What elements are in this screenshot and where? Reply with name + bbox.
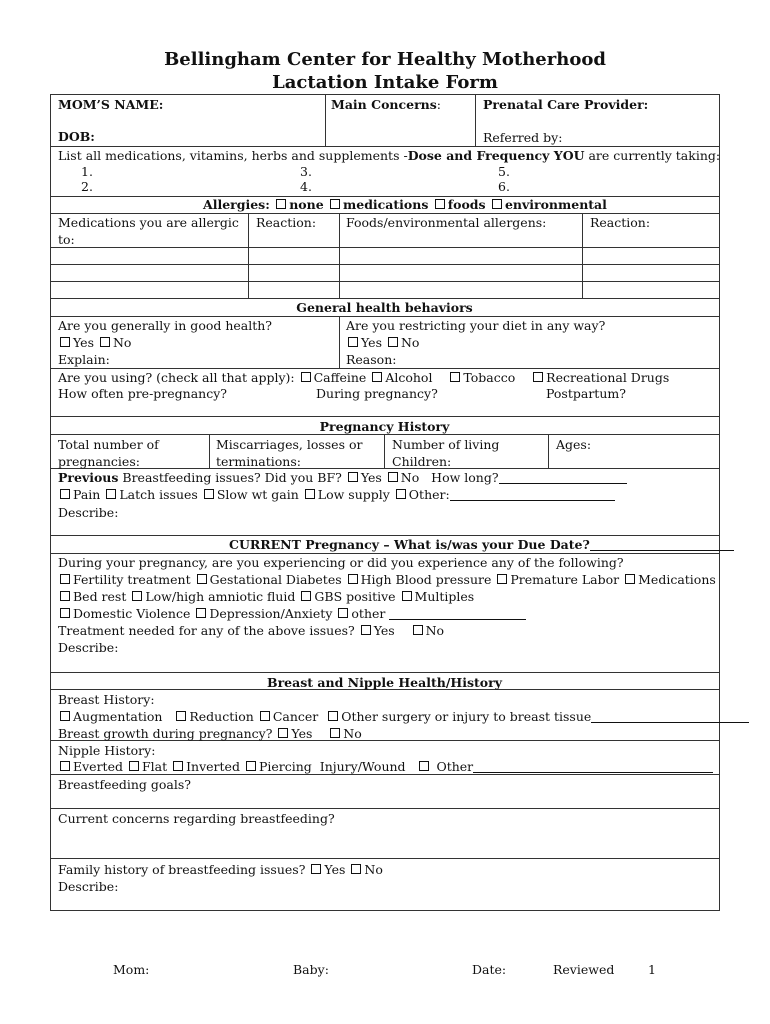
checkbox-recreational-drugs[interactable]: [533, 372, 543, 382]
med-line-2: 2.: [81, 179, 93, 194]
divider: [50, 468, 719, 469]
checkbox-depression[interactable]: [196, 608, 206, 618]
family-describe-label: Describe:: [58, 879, 119, 894]
depression-label: Depression/Anxiety: [209, 606, 333, 621]
divider: [548, 434, 549, 468]
page-number: 1: [648, 962, 656, 977]
checkbox-slow-gain[interactable]: [204, 489, 214, 499]
breast-tissue-label: breast tissue: [509, 709, 592, 724]
checkbox-gestational[interactable]: [197, 574, 207, 584]
checkbox-flat[interactable]: [129, 761, 139, 771]
restricting-diet-question: Are you restricting your diet in any way?: [346, 318, 606, 333]
divider: [475, 95, 476, 146]
living-children-2: Children:: [392, 454, 452, 469]
family-history-question: Family history of breastfeeding issues?: [58, 862, 306, 877]
restricting-yes-label: Yes: [361, 335, 382, 350]
pregnancy-describe-label: Describe:: [58, 505, 119, 520]
form-title: Bellingham Center for Healthy Motherhood: [164, 49, 606, 70]
multiples-label: Multiples: [414, 589, 475, 604]
growth-yes-label: Yes: [291, 726, 313, 741]
checkbox-other-surgery[interactable]: [328, 711, 338, 721]
how-long-label: How long?: [431, 470, 499, 485]
divider: [339, 316, 340, 368]
other-surgery-label: Other surgery or injury to: [341, 709, 506, 724]
footer-date: Date:: [472, 962, 507, 977]
checkbox-fertility[interactable]: [60, 574, 70, 584]
bf-issues-question: Breastfeeding issues? Did you BF?: [118, 470, 342, 485]
piercing-label: Piercing: [258, 759, 312, 774]
checkbox-bed-rest[interactable]: [60, 591, 70, 601]
mom-name-label: MOM’S NAME:: [58, 97, 164, 112]
checkbox-allergy-foods[interactable]: [435, 199, 445, 209]
allergy-medications-label: medications: [343, 197, 429, 212]
good-health-question: Are you generally in good health?: [58, 318, 273, 333]
nipple-history-options: [58, 759, 713, 774]
referred-by-label: Referred by:: [483, 130, 563, 145]
checkbox-allergy-medications[interactable]: [330, 199, 340, 209]
allergies-label: Allergies:: [203, 197, 270, 212]
divider: [50, 553, 719, 554]
pain-label: Pain: [73, 487, 101, 502]
augmentation-label: Augmentation: [73, 709, 163, 724]
checkbox-treatment-yes[interactable]: [361, 625, 371, 635]
divider: [248, 213, 249, 298]
divider: [339, 213, 340, 298]
family-history-row: [58, 862, 383, 877]
allergy-reaction-col: Reaction:: [256, 215, 317, 230]
divider: [582, 213, 583, 298]
form-subtitle: Lactation Intake Form: [272, 72, 498, 93]
current-pregnancy-heading: [229, 537, 734, 552]
general-health-heading: General health behaviors: [296, 300, 473, 315]
allergy-environmental-label: environmental: [504, 197, 607, 212]
cancer-label: Cancer: [272, 709, 319, 724]
current-medications-label: Medications: [638, 572, 716, 587]
med-line-6: 6.: [498, 179, 510, 194]
current-other-line[interactable]: [389, 608, 526, 620]
divider: [50, 247, 719, 248]
family-yes-label: Yes: [324, 862, 346, 877]
footer-baby: Baby:: [293, 962, 329, 977]
substance-use-question: Are you using? (check all that apply):: [58, 370, 295, 385]
checkbox-growth-yes[interactable]: [278, 728, 288, 738]
checkbox-low-supply[interactable]: [305, 489, 315, 499]
breast-history-options: [58, 709, 749, 724]
divider: [50, 213, 719, 214]
checkbox-latch[interactable]: [106, 489, 116, 499]
divider: [384, 434, 385, 468]
current-describe-label: Describe:: [58, 640, 119, 655]
main-concerns-colon: :: [436, 97, 441, 112]
divider: [50, 535, 719, 536]
footer-reviewed: Reviewed: [553, 962, 615, 977]
checkbox-nipple-other[interactable]: [419, 761, 429, 771]
everted-label: Everted: [73, 759, 123, 774]
checkbox-current-medications[interactable]: [625, 574, 635, 584]
breast-heading: Breast and Nipple Health/History: [267, 675, 502, 690]
breast-growth-question: Breast growth during pregnancy?: [58, 726, 273, 741]
current-options-row-2: [58, 589, 474, 604]
bf-goals-label: Breastfeeding goals?: [58, 777, 191, 792]
checkbox-family-no[interactable]: [351, 864, 361, 874]
pre-pregnancy-label: How often pre-pregnancy?: [58, 386, 227, 401]
nipple-history-label: Nipple History:: [58, 743, 156, 758]
checkbox-inverted[interactable]: [173, 761, 183, 771]
total-pregnancies-2: pregnancies:: [58, 454, 140, 469]
bf-issues-options: [58, 487, 615, 502]
injury-label: Injury/Wound: [319, 759, 406, 774]
medications-bold: Dose and Frequency YOU: [407, 148, 585, 163]
previous-label: Previous: [58, 470, 119, 485]
divider: [325, 95, 326, 146]
alcohol-label: Alcohol: [385, 370, 433, 385]
current-during-question: During your pregnancy, are you experiencing or did you experience any of the following?: [58, 555, 624, 570]
checkbox-bf-other[interactable]: [396, 489, 406, 499]
inverted-label: Inverted: [186, 759, 240, 774]
good-health-yes-label: Yes: [73, 335, 94, 350]
allergy-foods-col: Foods/environmental allergens:: [346, 215, 547, 230]
explain-label: Explain:: [58, 352, 110, 367]
good-health-no-label: No: [112, 335, 132, 350]
high-bp-label: High Blood pressure: [360, 572, 492, 587]
main-concerns-text: Main Concerns: [331, 97, 437, 112]
due-date-question: CURRENT Pregnancy – What is/was your Due Date?: [229, 537, 590, 552]
checkbox-allergy-environmental[interactable]: [492, 199, 502, 209]
checkbox-caffeine[interactable]: [301, 372, 311, 382]
allergies-row: [203, 197, 607, 212]
checkbox-high-bp[interactable]: [348, 574, 358, 584]
nipple-other-label: Other: [436, 759, 474, 774]
growth-no-label: No: [343, 726, 362, 741]
current-other-label: other: [351, 606, 386, 621]
reason-label: Reason:: [346, 352, 397, 367]
medications-lead: List all medications, vitamins, herbs and supplements -: [58, 148, 408, 163]
tobacco-label: Tobacco: [463, 370, 516, 385]
treatment-row: [58, 623, 444, 638]
divider: [50, 264, 719, 265]
postpartum-label: Postpartum?: [546, 386, 626, 401]
domestic-label: Domestic Violence: [73, 606, 191, 621]
checkbox-treatment-no[interactable]: [413, 625, 423, 635]
checkbox-family-yes[interactable]: [311, 864, 321, 874]
checkbox-alcohol[interactable]: [372, 372, 382, 382]
checkbox-premature[interactable]: [497, 574, 507, 584]
nipple-other-line[interactable]: [473, 761, 713, 773]
divider: [50, 672, 719, 673]
checkbox-current-other[interactable]: [338, 608, 348, 618]
total-pregnancies-1: Total number of: [58, 437, 159, 452]
bf-other-line[interactable]: [450, 489, 615, 501]
other-surgery-line[interactable]: [591, 711, 749, 723]
treatment-no-label: No: [425, 623, 445, 638]
allergy-none-label: none: [289, 197, 324, 212]
bf-other-label: Other:: [408, 487, 450, 502]
dob-label: DOB:: [58, 129, 95, 144]
divider: [209, 434, 210, 468]
caffeine-label: Caffeine: [313, 370, 367, 385]
good-health-options: [58, 335, 131, 350]
prenatal-provider-label: Prenatal Care Provider:: [483, 97, 649, 112]
latch-label: Latch issues: [119, 487, 198, 502]
pregnancy-history-heading: Pregnancy History: [319, 419, 450, 434]
current-options-row-3: [58, 606, 526, 621]
divider: [50, 281, 719, 282]
medications-tail: are currently taking:: [584, 148, 721, 163]
gbs-label: GBS positive: [314, 589, 396, 604]
family-no-label: No: [364, 862, 383, 877]
divider: [50, 146, 719, 147]
amniotic-label: Low/high amniotic fluid: [145, 589, 296, 604]
med-line-3: 3.: [300, 164, 312, 179]
checkbox-good-health-yes[interactable]: [60, 337, 70, 347]
gestational-label: Gestational Diabetes: [209, 572, 342, 587]
restricting-options: [346, 335, 419, 350]
slow-gain-label: Slow wt gain: [216, 487, 299, 502]
treatment-yes-label: Yes: [373, 623, 395, 638]
flat-label: Flat: [141, 759, 168, 774]
bf-no-label: No: [400, 470, 420, 485]
miscarriages-2: terminations:: [216, 454, 301, 469]
how-long-line[interactable]: [499, 472, 627, 484]
checkbox-multiples[interactable]: [402, 591, 412, 601]
checkbox-growth-no[interactable]: [330, 728, 340, 738]
checkbox-tobacco[interactable]: [450, 372, 460, 382]
bed-rest-label: Bed rest: [73, 589, 127, 604]
checkbox-good-health-no[interactable]: [100, 337, 110, 347]
treatment-question: Treatment needed for any of the above issues?: [58, 623, 355, 638]
bf-yes-label: Yes: [360, 470, 382, 485]
substance-use-row: [58, 370, 669, 385]
allergy-reaction2-col: Reaction:: [590, 215, 651, 230]
divider: [50, 416, 719, 417]
footer-mom: Mom:: [113, 962, 150, 977]
med-line-5: 5.: [498, 164, 510, 179]
checkbox-restricting-no[interactable]: [388, 337, 398, 347]
divider: [50, 316, 719, 317]
checkbox-bf-no[interactable]: [388, 472, 398, 482]
checkbox-amniotic[interactable]: [132, 591, 142, 601]
low-supply-label: Low supply: [317, 487, 390, 502]
premature-label: Premature Labor: [510, 572, 620, 587]
ages-label: Ages:: [556, 437, 592, 452]
divider: [50, 298, 719, 299]
checkbox-cancer[interactable]: [260, 711, 270, 721]
previous-bf-row: [58, 470, 627, 485]
checkbox-piercing[interactable]: [246, 761, 256, 771]
allergy-meds-col-2: to:: [58, 232, 75, 247]
current-concerns-label: Current concerns regarding breastfeeding?: [58, 811, 335, 826]
checkbox-restricting-yes[interactable]: [348, 337, 358, 347]
fertility-label: Fertility treatment: [73, 572, 191, 587]
divider: [50, 808, 719, 809]
divider: [50, 774, 719, 775]
during-pregnancy-label: During pregnancy?: [316, 386, 438, 401]
checkbox-gbs[interactable]: [301, 591, 311, 601]
miscarriages-1: Miscarriages, losses or: [216, 437, 363, 452]
checkbox-augmentation[interactable]: [60, 711, 70, 721]
checkbox-reduction[interactable]: [176, 711, 186, 721]
medications-prompt: [58, 148, 720, 163]
recreational-drugs-label: Recreational Drugs: [546, 370, 670, 385]
restricting-no-label: No: [400, 335, 420, 350]
living-children-1: Number of living: [392, 437, 500, 452]
checkbox-allergy-none[interactable]: [276, 199, 286, 209]
med-line-1: 1.: [81, 164, 93, 179]
reduction-label: Reduction: [189, 709, 254, 724]
main-concerns-label: [331, 97, 441, 112]
checkbox-domestic[interactable]: [60, 608, 70, 618]
checkbox-bf-yes[interactable]: [348, 472, 358, 482]
divider: [50, 368, 719, 369]
breast-growth-row: [58, 726, 362, 741]
divider: [50, 858, 719, 859]
due-date-line[interactable]: [590, 539, 734, 551]
checkbox-everted[interactable]: [60, 761, 70, 771]
breast-history-label: Breast History:: [58, 692, 155, 707]
allergy-foods-label: foods: [447, 197, 486, 212]
med-line-4: 4.: [300, 179, 312, 194]
checkbox-pain[interactable]: [60, 489, 70, 499]
current-options-row-1: [58, 572, 716, 587]
allergy-meds-col-1: Medications you are allergic: [58, 215, 239, 230]
